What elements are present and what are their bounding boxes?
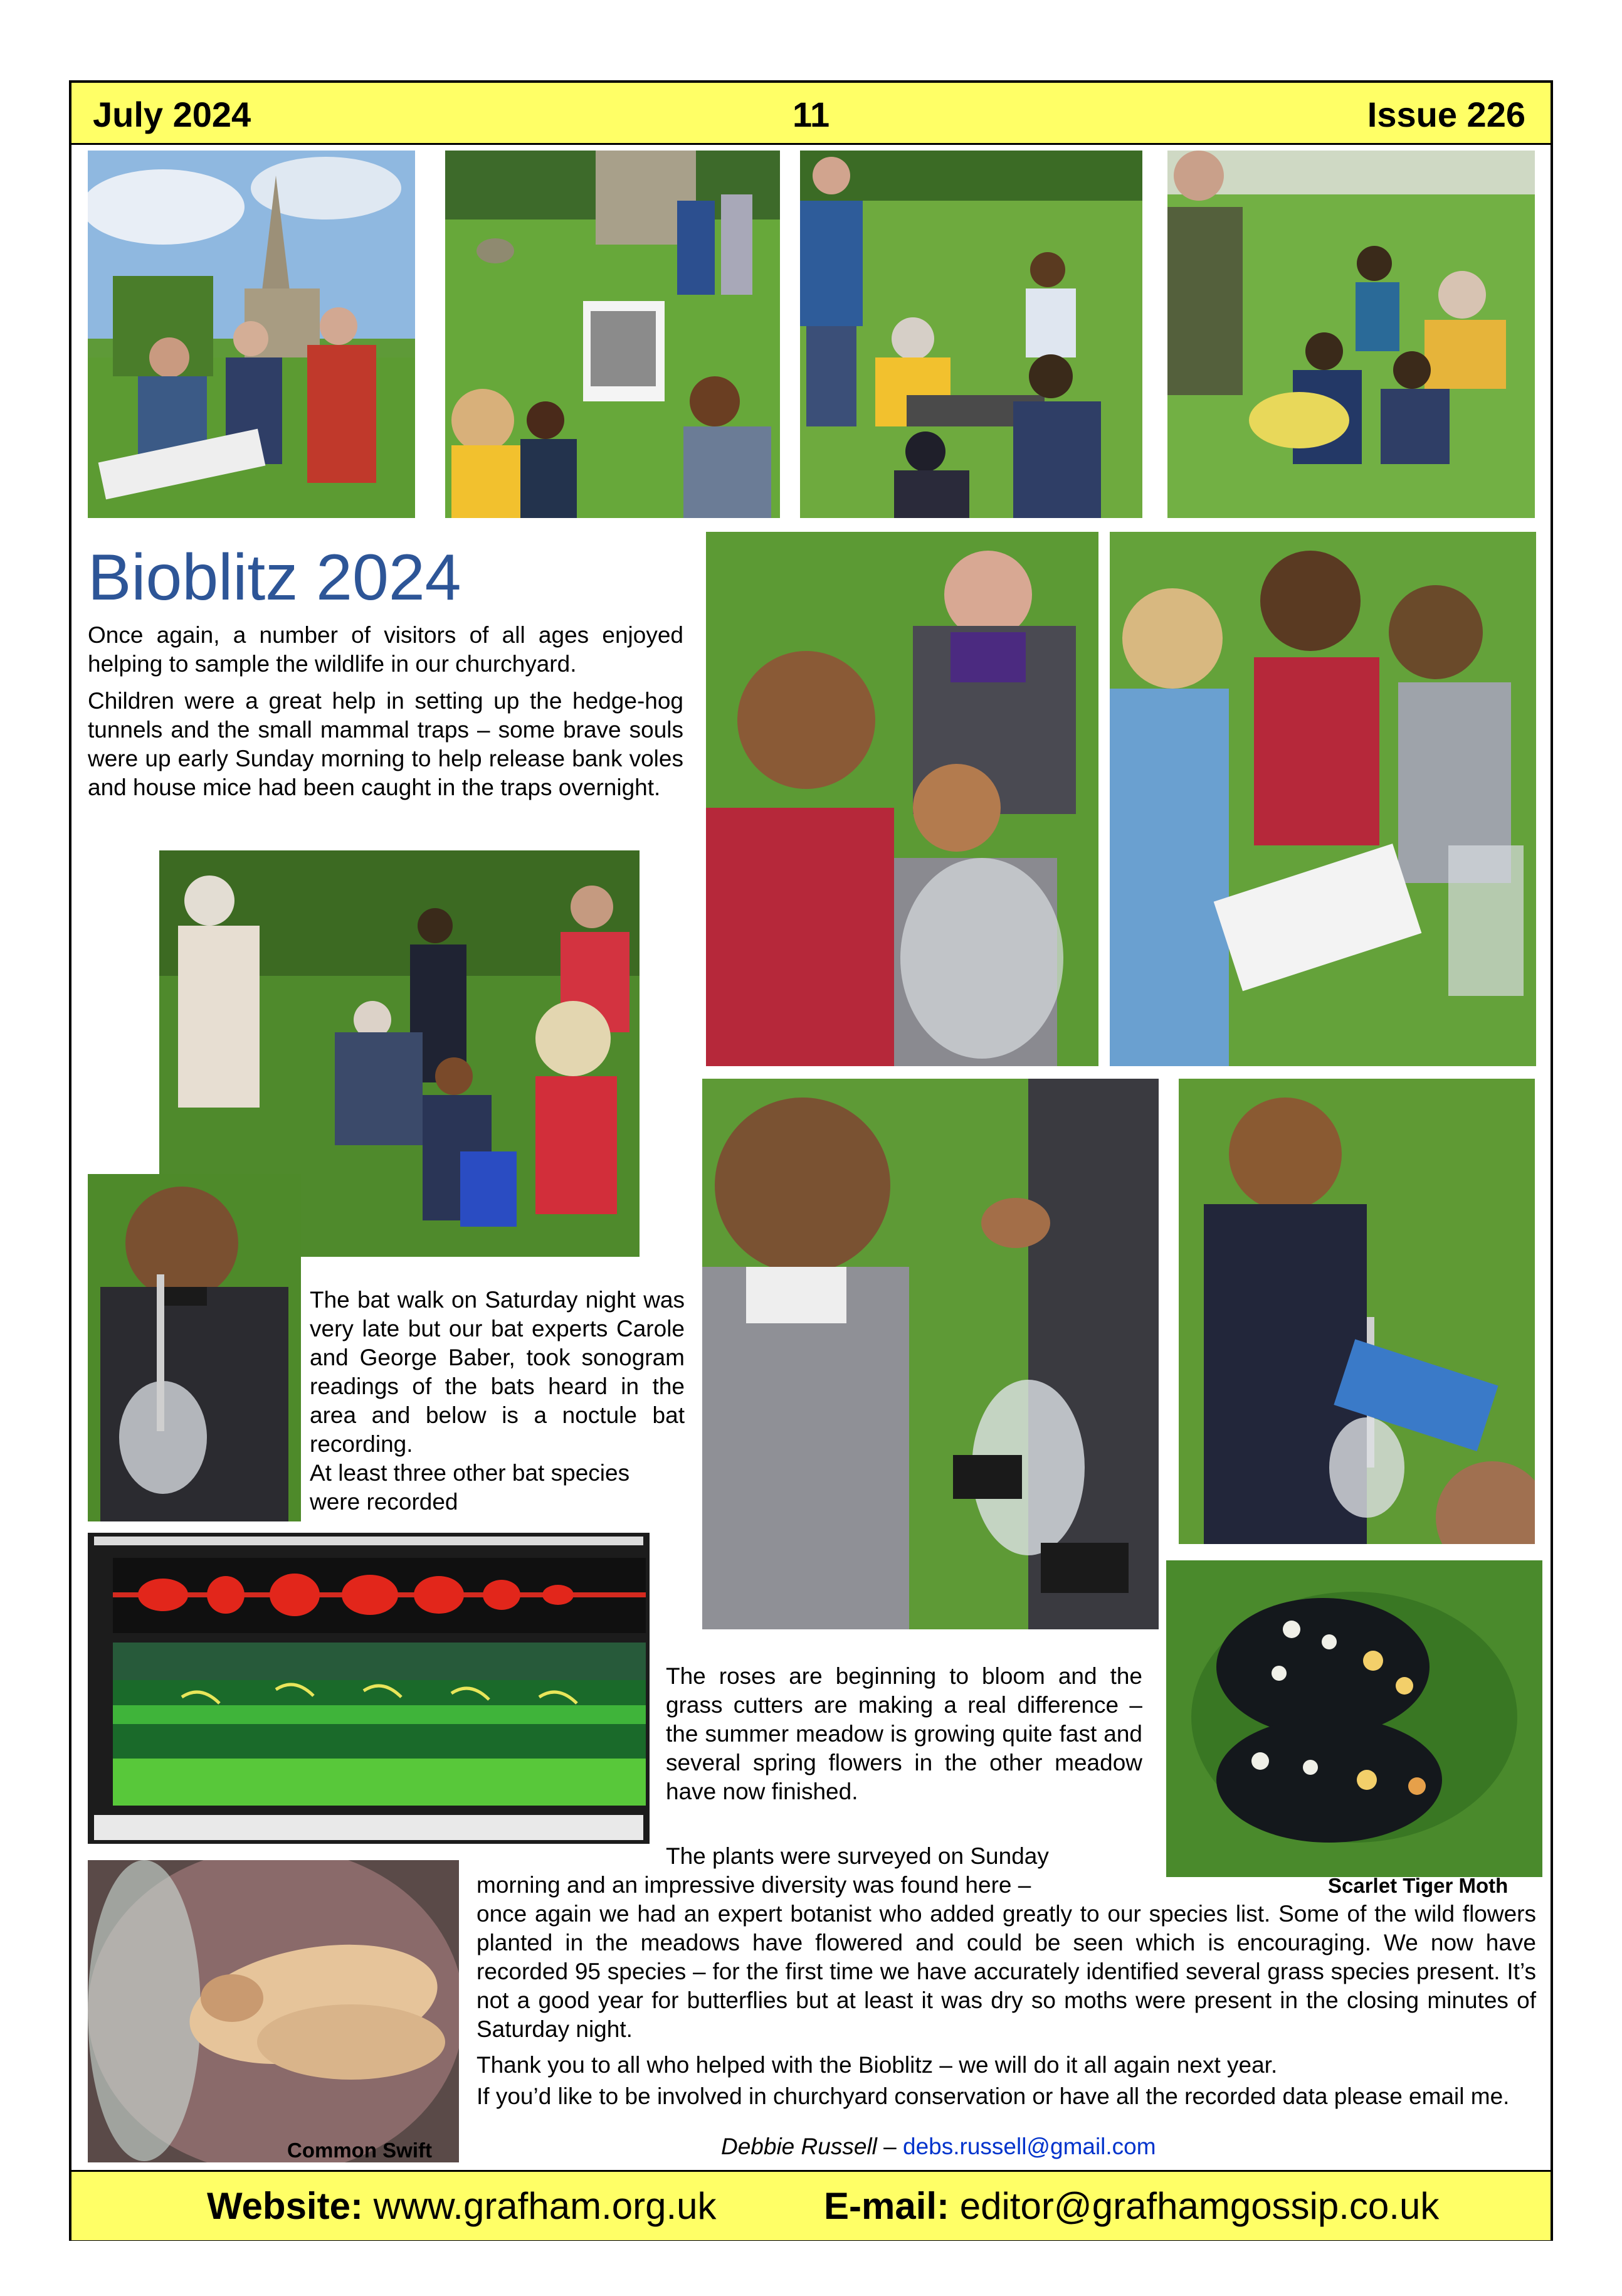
header-date: July 2024 [93, 95, 251, 134]
photo-church-group [88, 151, 415, 518]
plants-paragraph: once again we had an expert botanist who added greatly to our species list. Some of the wild flowers planted in the meadows have flowered and could be seen which is encouraging. We now have recorded 95 species – for the first time we have accurately identified several grass species present. It’s not a good year for butterflies but at least it was dry so moths were present in the closing minutes of Saturday night. [477, 1901, 1536, 2042]
signature-email-link[interactable]: debs.russell@gmail.com [903, 2134, 1156, 2159]
plants-line-1: The plants were surveyed on Sunday [666, 1843, 1049, 1869]
photo-holding-vole [702, 1079, 1159, 1629]
page-footer [71, 2170, 1551, 2240]
footer-email-label: E-mail: [824, 2185, 950, 2227]
photo-boy-with-scale [1179, 1079, 1535, 1544]
photo-clipboard-kids [1110, 532, 1536, 1066]
signature-dash: – [877, 2134, 903, 2159]
bat-species-paragraph: At least three other bat species were recorded [310, 1460, 630, 1515]
photo-common-swift-moth [88, 1860, 459, 2162]
roses-paragraph: The roses are beginning to bloom and the grass cutters are making a real difference – the summer meadow is growing quite fast and several spring flowers in the other meadow have now finished. [666, 1663, 1142, 1804]
page-header [71, 83, 1551, 145]
bat-sonogram-image [88, 1533, 650, 1844]
caption-common-swift: Common Swift [287, 2139, 432, 2162]
photo-scarlet-tiger-moth [1166, 1560, 1542, 1877]
photo-exhibition-board [445, 151, 780, 518]
photo-kids-in-grass [1167, 151, 1535, 518]
photo-vole-release [706, 532, 1098, 1066]
footer-website-label: Website: [207, 2185, 363, 2227]
footer-email [824, 2184, 1439, 2228]
contact-paragraph: If you’d like to be involved in churchyard conservation or have all the recorded data please email me. [477, 2083, 1510, 2109]
intro-paragraph: Once again, a number of visitors of all ages enjoyed helping to sample the wildlife in our churchyard. [88, 622, 683, 677]
header-issue: Issue 226 [1367, 95, 1525, 134]
thanks-paragraph: Thank you to all who helped with the Bioblitz – we will do it all again next year. [477, 2052, 1278, 2078]
footer-website [207, 2184, 717, 2228]
header-page-number: 11 [793, 95, 830, 134]
photo-children-traps [800, 151, 1142, 518]
photo-boy-with-bag [88, 1174, 301, 1521]
footer-email-link[interactable]: editor@grafhamgossip.co.uk [949, 2185, 1440, 2227]
footer-website-link[interactable]: www.grafham.org.uk [362, 2185, 717, 2227]
caption-scarlet-tiger-moth: Scarlet Tiger Moth [1328, 1874, 1509, 1897]
signature-name: Debbie Russell [721, 2134, 877, 2159]
plants-line-2: morning and an impressive diversity was found here – [477, 1872, 1031, 1898]
bat-walk-paragraph: The bat walk on Saturday night was very late but our bat experts Carole and George Baber, took sonogram readings of the bats heard in the area and below is a noctule bat recording. [310, 1287, 685, 1457]
article-title: Bioblitz 2024 [88, 541, 461, 614]
mammal-paragraph: Children were a great help in setting up the hedge-hog tunnels and the small mammal traps – some brave souls were up early Sunday morning to help release bank voles and house mice had been caught in the traps overnight. [88, 688, 683, 800]
signature [721, 2132, 1285, 2161]
